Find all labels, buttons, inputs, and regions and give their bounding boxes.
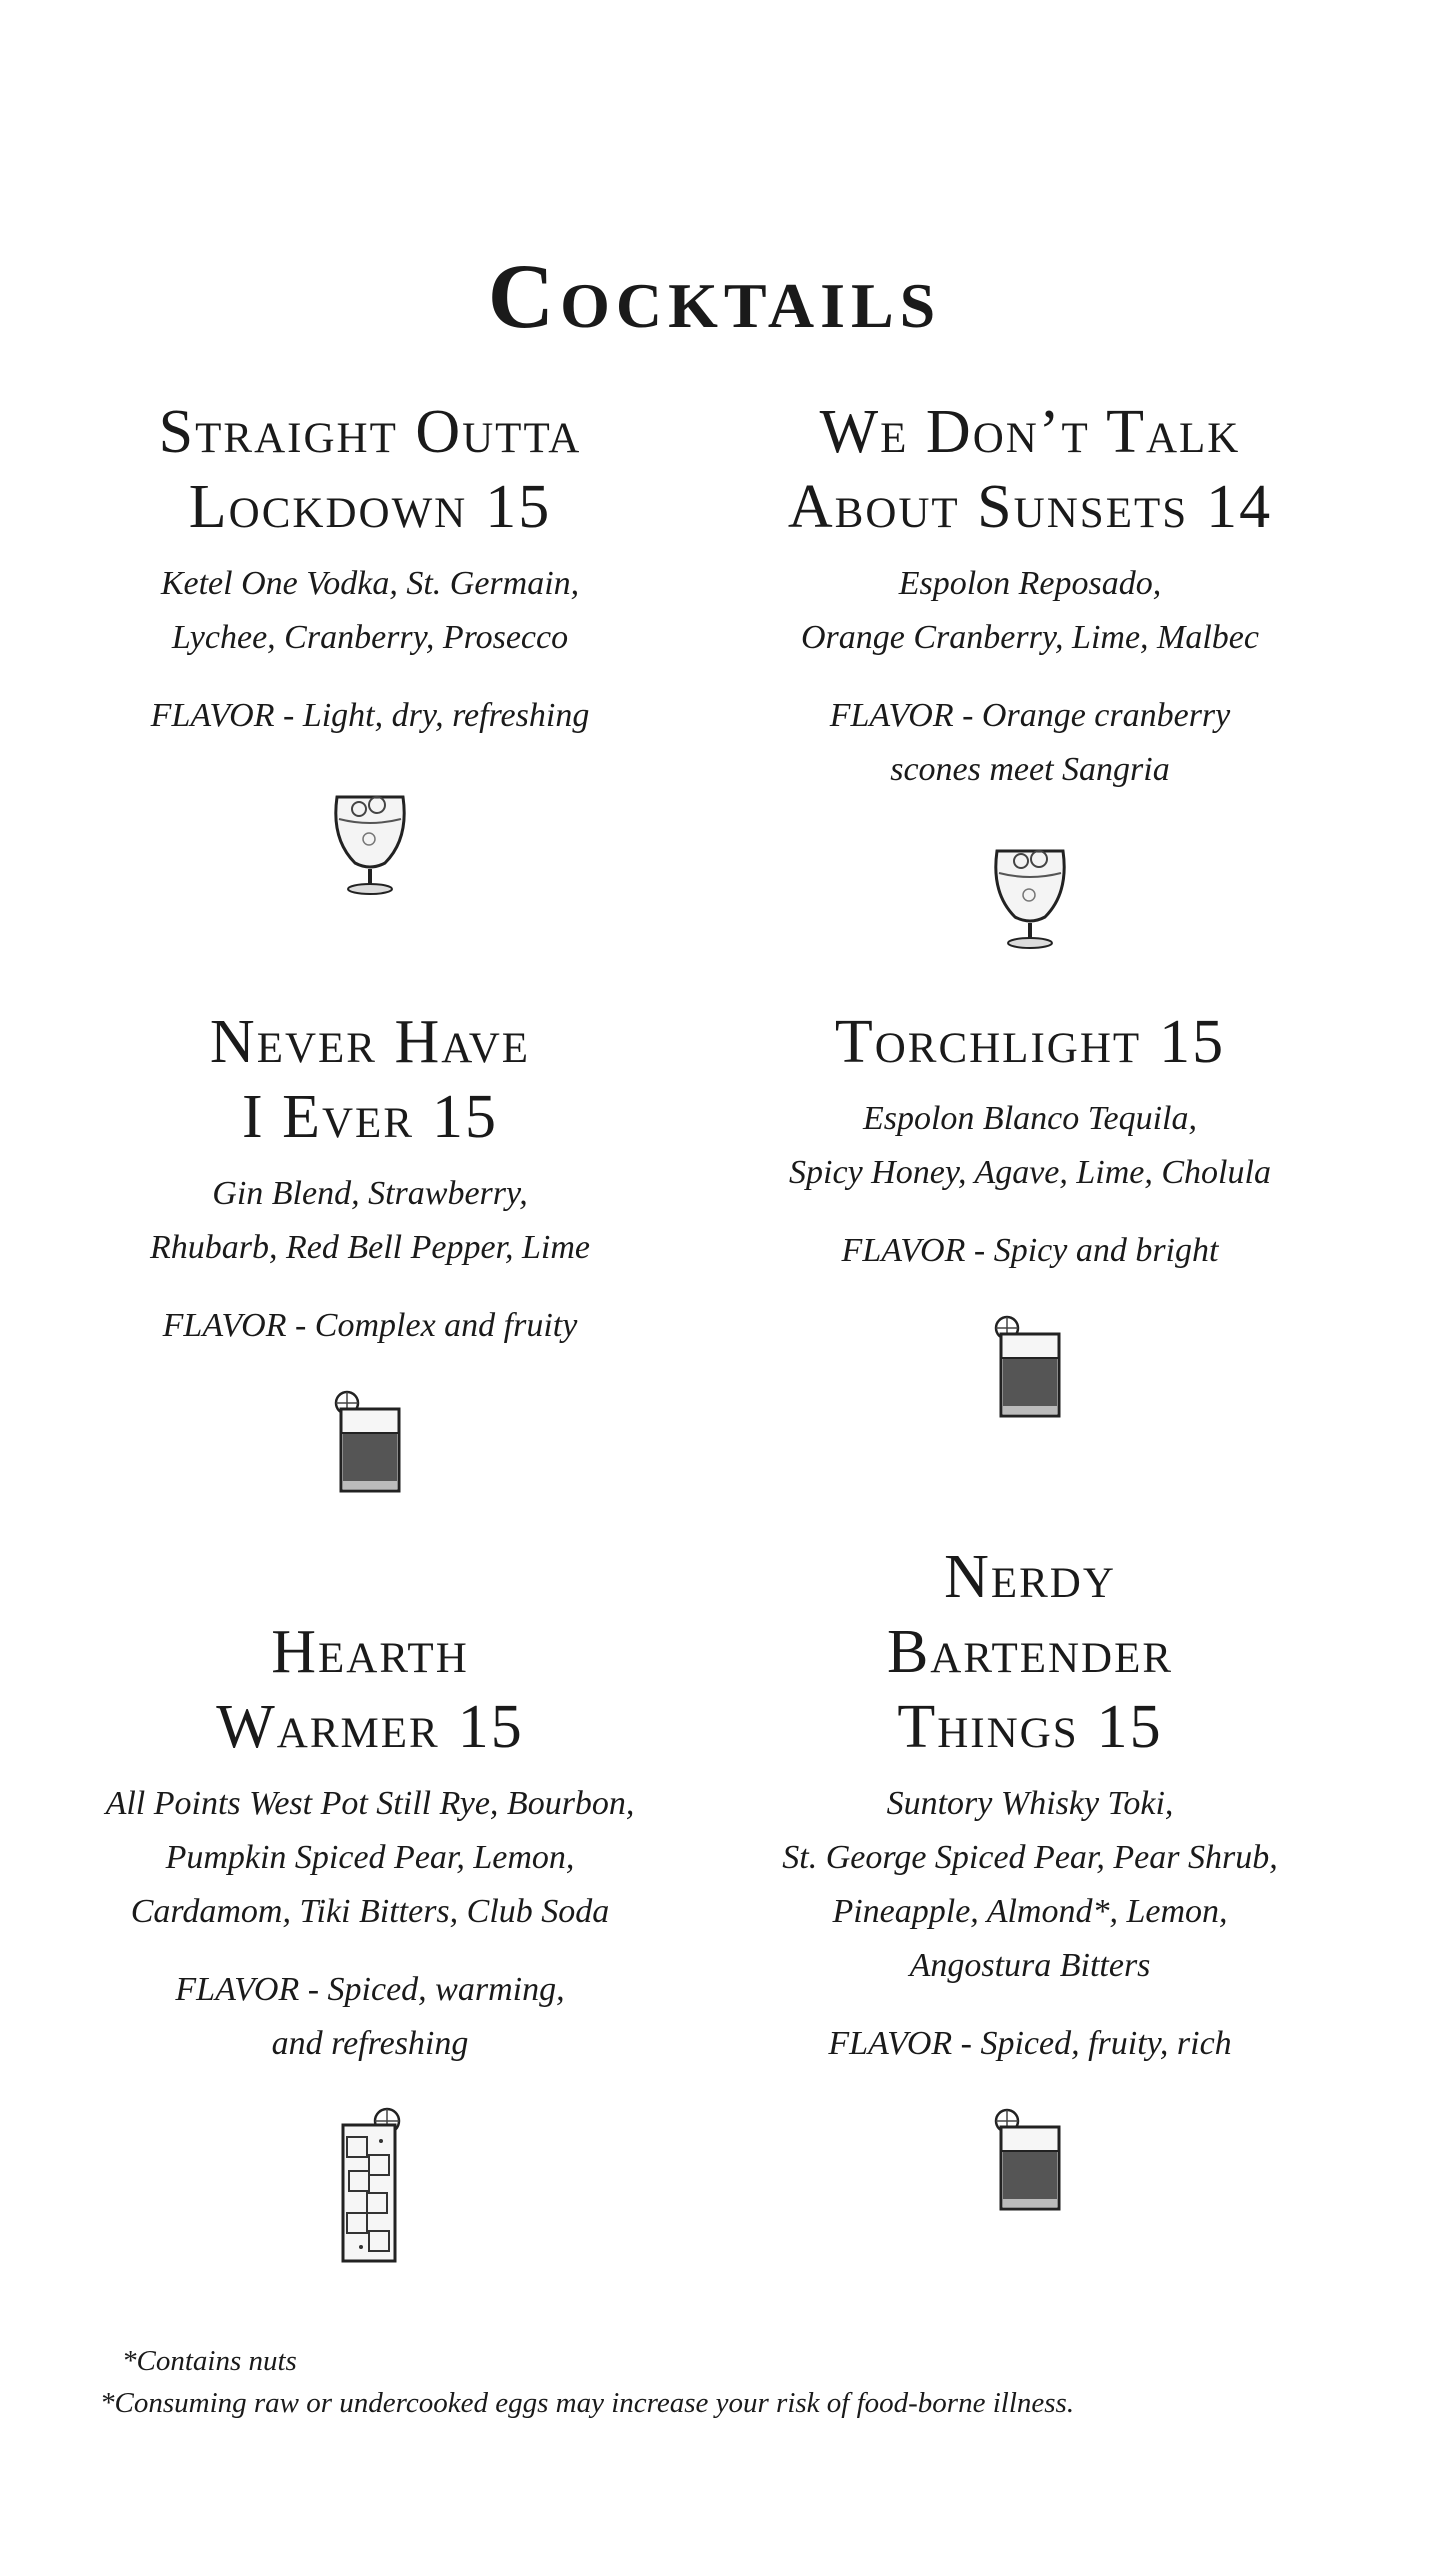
item-flavor: FLAVOR - Light, dry, refreshing [150, 697, 590, 734]
item-name: Hearth Warmer 15 [216, 1618, 524, 1761]
menu-item-torchlight [710, 1005, 1350, 1424]
item-ingredients: Gin Blend, Strawberry, Rhubarb, Red Bell Pepper, Lime [149, 1175, 591, 1266]
rocks-glass-icon [985, 2107, 1075, 2217]
item-name: Straight Outta Lockdown 15 [158, 398, 582, 541]
item-name: Torchlight 15 [834, 1008, 1226, 1076]
item-name: We Don’t Talk About Sunsets 14 [787, 398, 1273, 541]
item-flavor: FLAVOR - Complex and fruity [162, 1307, 578, 1344]
item-flavor: FLAVOR - Spiced, warming, and refreshing [175, 1971, 565, 2062]
menu-item-straight-outta-lockdown [60, 395, 680, 899]
page-title: Cocktails [487, 244, 942, 347]
footnote-nuts: *Contains nuts [122, 2345, 297, 2377]
item-price: 15 [485, 473, 552, 541]
item-price: 15 [1159, 1008, 1226, 1076]
item-price: 14 [1206, 473, 1273, 541]
snifter-glass-icon [985, 833, 1075, 953]
item-ingredients: Espolon Blanco Tequila, Spicy Honey, Agave, Lime, Cholula [789, 1100, 1271, 1191]
item-price: 15 [432, 1083, 499, 1151]
item-price: 15 [1096, 1693, 1163, 1761]
footnotes [100, 2340, 1350, 2424]
item-name: Nerdy Bartender Things 15 [886, 1543, 1174, 1761]
snifter-glass-icon [325, 779, 415, 899]
item-flavor: FLAVOR - Orange cranberry scones meet Sangria [829, 697, 1231, 788]
menu-item-we-dont-talk-about-sunsets [710, 395, 1350, 953]
menu-item-hearth-warmer [60, 1615, 680, 2267]
menu-item-nerdy-bartender-things [710, 1540, 1350, 2217]
rocks-glass-icon [325, 1389, 415, 1499]
item-flavor: FLAVOR - Spiced, fruity, rich [828, 2025, 1232, 2062]
footnote-eggs: *Consuming raw or undercooked eggs may increase your risk of food-borne illness. [100, 2387, 1075, 2419]
item-ingredients: Suntory Whisky Toki, St. George Spiced Pear, Pear Shrub, Pineapple, Almond*, Lemon, Angostura Bitters [782, 1785, 1278, 1984]
menu-item-never-have-i-ever [60, 1005, 680, 1499]
item-flavor: FLAVOR - Spicy and bright [841, 1232, 1219, 1269]
item-name: Never Have I Ever 15 [209, 1008, 531, 1151]
highball-glass-icon [325, 2107, 415, 2267]
rocks-glass-icon [985, 1314, 1075, 1424]
item-price: 15 [457, 1693, 524, 1761]
item-ingredients: Espolon Reposado, Orange Cranberry, Lime, Malbec [800, 565, 1259, 656]
item-ingredients: Ketel One Vodka, St. Germain, Lychee, Cranberry, Prosecco [160, 565, 580, 656]
item-ingredients: All Points West Pot Still Rye, Bourbon, Pumpkin Spiced Pear, Lemon, Cardamom, Tiki Bitters, Club Soda [105, 1785, 635, 1930]
